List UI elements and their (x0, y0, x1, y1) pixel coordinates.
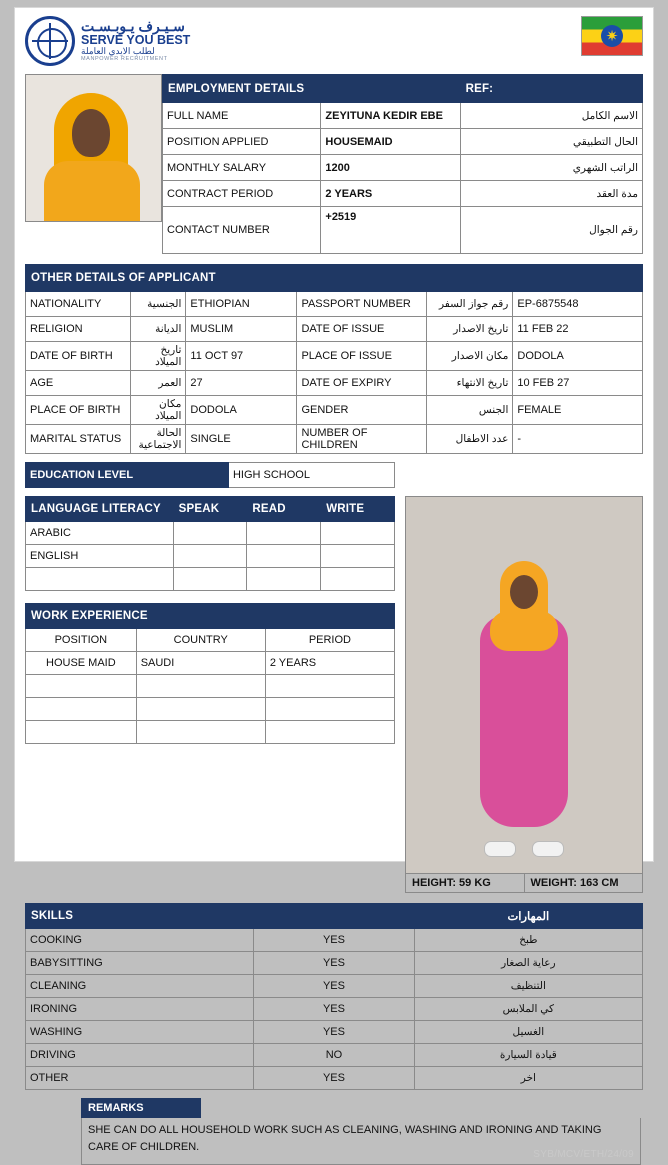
monthly-salary-label-ar: الراتب الشهري (460, 155, 642, 181)
figure-illustration (472, 557, 576, 857)
language-read (247, 545, 321, 568)
remarks-section (81, 1098, 641, 1165)
religion-label: RELIGION (26, 317, 131, 342)
skill-name: WASHING (26, 1021, 254, 1044)
date-of-birth-value: 11 OCT 97 (186, 342, 297, 371)
language-literacy-header: LANGUAGE LITERACY (26, 497, 174, 522)
skill-name-ar: قيادة السيارة (414, 1044, 642, 1067)
language-literacy-table (25, 496, 395, 591)
education-row (26, 463, 395, 488)
logo-text (81, 19, 190, 62)
language-speak (173, 568, 247, 591)
skill-name: DRIVING (26, 1044, 254, 1067)
date-of-issue-label: DATE OF ISSUE (297, 317, 427, 342)
skill-value: YES (254, 998, 414, 1021)
document-ref-code: SYB/MCV/ETH/24/09 (533, 1149, 634, 1160)
date-of-expiry-label-ar: تاريخ الانتهاء (427, 371, 513, 396)
table-row (26, 698, 395, 721)
work-position: HOUSE MAID (26, 652, 137, 675)
table-row (26, 1021, 643, 1044)
date-of-issue-value: 11 FEB 22 (513, 317, 643, 342)
logo-mark-icon (25, 16, 75, 66)
work-experience-header (26, 604, 395, 629)
table-row (163, 155, 643, 181)
marital-status-label-ar: الحالة الاجتماعية (130, 425, 186, 454)
work-experience-table (25, 603, 395, 744)
contact-number-value: +2519 (321, 207, 460, 254)
skill-name: OTHER (26, 1067, 254, 1090)
language-header-row (26, 497, 395, 522)
place-of-issue-label-ar: مكان الاصدار (427, 342, 513, 371)
speak-header: SPEAK (173, 497, 247, 522)
brand-english: SERVE YOU BEST (81, 33, 191, 48)
applicant-fullbody-photo (405, 496, 643, 874)
education-level-value: HIGH SCHOOL (228, 463, 394, 488)
skill-name-ar: كي الملابس (414, 998, 642, 1021)
table-row (26, 675, 395, 698)
height-value: HEIGHT: 59 KG (412, 877, 491, 889)
table-row (26, 652, 395, 675)
remarks-body (81, 1118, 641, 1165)
top-section (25, 74, 643, 254)
skill-name-ar: التنظيف (414, 975, 642, 998)
work-position (26, 675, 137, 698)
work-period (265, 721, 394, 744)
language-write (321, 522, 395, 545)
number-of-children-label: NUMBER OF CHILDREN (297, 425, 427, 454)
write-header: WRITE (321, 497, 395, 522)
table-row (26, 568, 395, 591)
skill-name-ar: الغسيل (414, 1021, 642, 1044)
table-row (26, 975, 643, 998)
table-row (26, 342, 643, 371)
work-period (265, 698, 394, 721)
work-position (26, 721, 137, 744)
passport-number-label-ar: رقم جواز السفر (427, 292, 513, 317)
other-details-header (26, 265, 643, 292)
table-row (26, 1044, 643, 1067)
table-row (163, 207, 643, 254)
language-write (321, 545, 395, 568)
position-applied-label: POSITION APPLIED (163, 129, 321, 155)
religion-label-ar: الديانة (130, 317, 186, 342)
skill-name: BABYSITTING (26, 952, 254, 975)
language-write (321, 568, 395, 591)
brand-tagline: MANPOWER RECRUITMENT (81, 55, 168, 62)
brand-arabic-top: سـيـرف يـوبـسـت (81, 18, 185, 35)
full-name-label-ar: الاسم الكامل (460, 103, 642, 129)
middle-section (25, 496, 643, 893)
contract-period-label: CONTRACT PERIOD (163, 181, 321, 207)
date-of-birth-label-ar: تاريخ الميلاد (130, 342, 186, 371)
work-position (26, 698, 137, 721)
skill-value: YES (254, 1021, 414, 1044)
nationality-value: ETHIOPIAN (186, 292, 297, 317)
table-row (26, 721, 395, 744)
skills-title-spacer (254, 904, 414, 929)
skill-value: NO (254, 1044, 414, 1067)
nationality-label-ar: الجنسية (130, 292, 186, 317)
middle-left-column (25, 496, 395, 893)
table-row (26, 317, 643, 342)
contract-period-value: 2 YEARS (321, 181, 460, 207)
skill-value: YES (254, 1067, 414, 1090)
ethiopia-flag-icon (581, 16, 643, 56)
flag-star-icon: ✷ (601, 25, 623, 47)
language-name (26, 568, 174, 591)
skill-name-ar: طبخ (414, 929, 642, 952)
table-row (26, 396, 643, 425)
position-header: POSITION (26, 629, 137, 652)
table-row (163, 129, 643, 155)
brand-arabic-sub: لطلب الايدي العاملة (81, 46, 155, 57)
applicant-portrait-photo (25, 74, 162, 222)
position-applied-label-ar: الحال التطبيقي (460, 129, 642, 155)
contract-period-label-ar: مدة العقد (460, 181, 642, 207)
work-period (265, 675, 394, 698)
skill-value: YES (254, 952, 414, 975)
age-value: 27 (186, 371, 297, 396)
passport-number-label: PASSPORT NUMBER (297, 292, 427, 317)
full-name-value: ZEYITUNA KEDIR EBE (321, 103, 460, 129)
education-level-label: EDUCATION LEVEL (26, 463, 229, 488)
education-table (25, 462, 395, 488)
other-details-table (25, 264, 643, 454)
skills-header (26, 904, 643, 929)
age-label: AGE (26, 371, 131, 396)
skill-name-ar: رعاية الصغار (414, 952, 642, 975)
remarks-title: REMARKS (81, 1098, 201, 1118)
date-of-birth-label: DATE OF BIRTH (26, 342, 131, 371)
marital-status-label: MARITAL STATUS (26, 425, 131, 454)
company-logo (25, 16, 190, 66)
work-experience-title: WORK EXPERIENCE (26, 604, 395, 629)
table-row (26, 1067, 643, 1090)
table-row (26, 292, 643, 317)
gender-label-ar: الجنس (427, 396, 513, 425)
place-of-birth-label-ar: مكان الميلاد (130, 396, 186, 425)
language-speak (173, 545, 247, 568)
skill-name: CLEANING (26, 975, 254, 998)
work-column-headers (26, 629, 395, 652)
language-speak (173, 522, 247, 545)
full-body-photo-column (405, 496, 643, 893)
table-row (26, 952, 643, 975)
place-of-issue-label: PLACE OF ISSUE (297, 342, 427, 371)
work-period: 2 YEARS (265, 652, 394, 675)
place-of-birth-label: PLACE OF BIRTH (26, 396, 131, 425)
work-country (136, 698, 265, 721)
monthly-salary-label: MONTHLY SALARY (163, 155, 321, 181)
period-header: PERIOD (265, 629, 394, 652)
table-row (163, 181, 643, 207)
skill-value: YES (254, 929, 414, 952)
number-of-children-label-ar: عدد الاطفال (427, 425, 513, 454)
work-country (136, 675, 265, 698)
cv-document (14, 7, 654, 1160)
table-row (26, 425, 643, 454)
skills-title: SKILLS (26, 904, 254, 929)
document-header (25, 16, 643, 72)
skill-name: IRONING (26, 998, 254, 1021)
language-read (247, 568, 321, 591)
contact-number-label: CONTACT NUMBER (163, 207, 321, 254)
skill-name: COOKING (26, 929, 254, 952)
skills-table (25, 903, 643, 1090)
date-of-issue-label-ar: تاريخ الاصدار (427, 317, 513, 342)
place-of-birth-value: DODOLA (186, 396, 297, 425)
language-name: ENGLISH (26, 545, 174, 568)
work-country (136, 721, 265, 744)
age-label-ar: العمر (130, 371, 186, 396)
measurements-row (405, 874, 643, 893)
other-details-title: OTHER DETAILS OF APPLICANT (26, 265, 643, 292)
date-of-expiry-label: DATE OF EXPIRY (297, 371, 427, 396)
table-row (26, 929, 643, 952)
place-of-issue-value: DODOLA (513, 342, 643, 371)
position-applied-value: HOUSEMAID (321, 129, 460, 155)
language-name: ARABIC (26, 522, 174, 545)
table-row (26, 371, 643, 396)
read-header: READ (247, 497, 321, 522)
skills-title-ar: المهارات (414, 904, 642, 929)
gender-label: GENDER (297, 396, 427, 425)
skill-value: YES (254, 975, 414, 998)
employment-details-table (162, 74, 643, 254)
language-read (247, 522, 321, 545)
table-row (163, 103, 643, 129)
gender-value: FEMALE (513, 396, 643, 425)
nationality-label: NATIONALITY (26, 292, 131, 317)
employment-details-title: EMPLOYMENT DETAILS (163, 75, 461, 103)
contact-number-label-ar: رقم الجوال (460, 207, 642, 254)
skill-name-ar: اخر (414, 1067, 642, 1090)
other-details-section (25, 264, 643, 454)
employment-details-header (163, 75, 643, 103)
monthly-salary-value: 1200 (321, 155, 460, 181)
table-row (26, 522, 395, 545)
country-header: COUNTRY (136, 629, 265, 652)
full-name-label: FULL NAME (163, 103, 321, 129)
number-of-children-value: - (513, 425, 643, 454)
weight-value: WEIGHT: 163 CM (524, 874, 643, 892)
remarks-text: SHE CAN DO ALL HOUSEHOLD WORK SUCH AS CLEANING, WASHING AND IRONING AND TAKING CARE OF CHILDREN. (88, 1124, 602, 1153)
passport-number-value: EP-6875548 (513, 292, 643, 317)
table-row (26, 545, 395, 568)
marital-status-value: SINGLE (186, 425, 297, 454)
table-row (26, 998, 643, 1021)
ref-label: REF: (460, 75, 642, 103)
religion-value: MUSLIM (186, 317, 297, 342)
work-country: SAUDI (136, 652, 265, 675)
date-of-expiry-value: 10 FEB 27 (513, 371, 643, 396)
